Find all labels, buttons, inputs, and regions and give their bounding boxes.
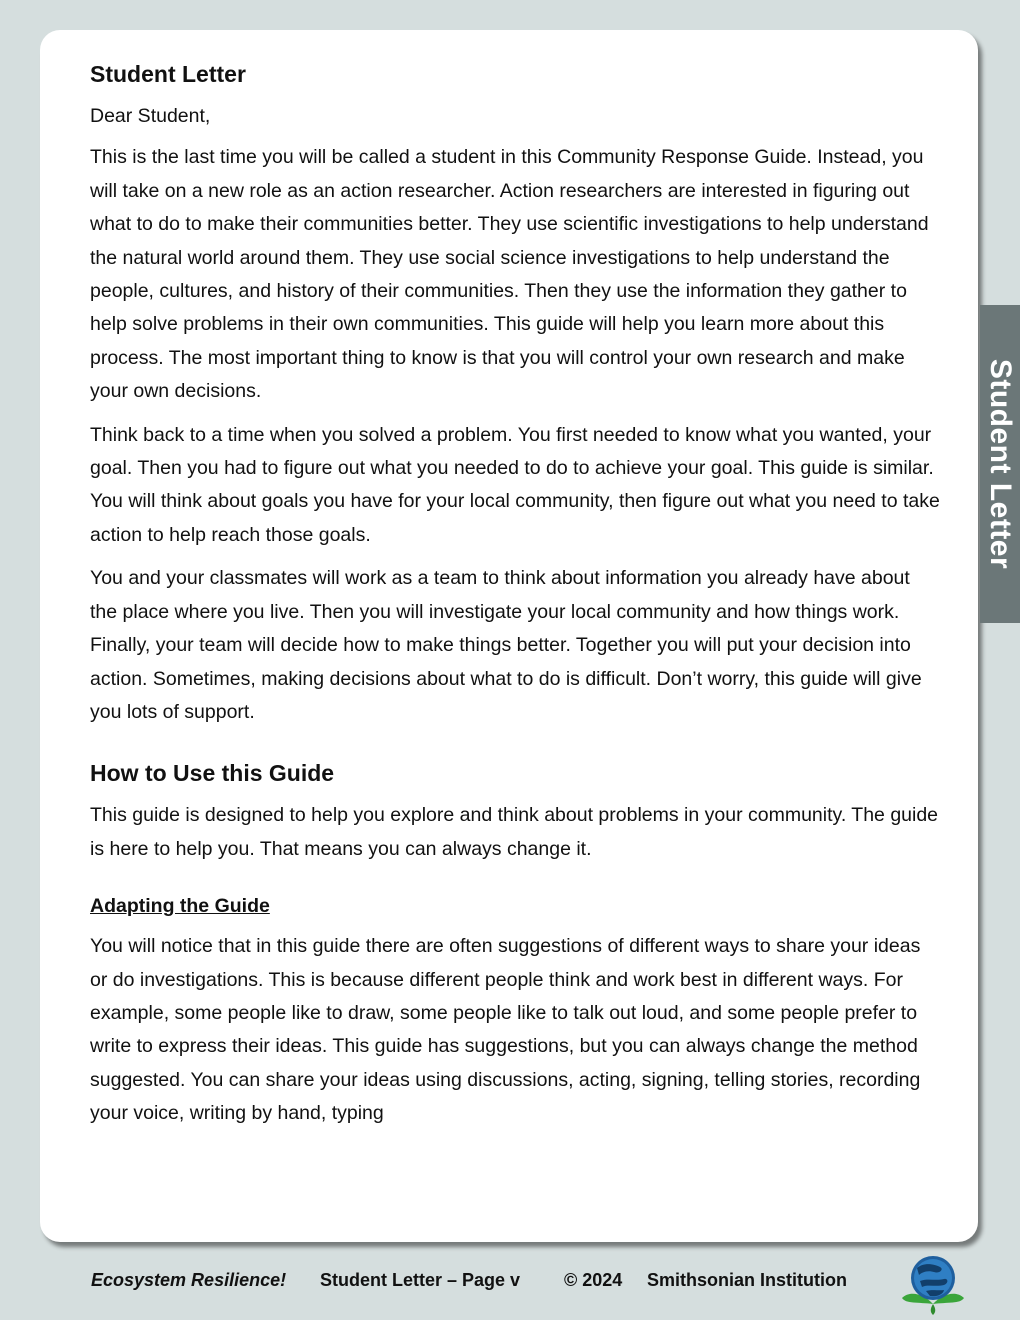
how-to-heading: How to Use this Guide xyxy=(90,760,335,787)
adapting-heading: Adapting the Guide xyxy=(90,895,270,918)
greeting: Dear Student, xyxy=(90,105,211,127)
paragraph-1: This is the last time you will be called a student in this Community Response Guide. Instead, you will take on a new role as an action researcher. Action researchers are interested in figuring out what to do to make their communities better. They use scientific investigations to help understand the natural world around them. They use social science investigations to help understand the people, cultures, and history of their communities. Then they use the information they gather to help solve problems in their own communities. This guide will help you learn more about this process. The most important thing to know is that you will control your own research and make your own decisions. xyxy=(90,146,929,403)
letter-content xyxy=(90,58,940,1141)
earth-leaves-logo-icon xyxy=(900,1254,966,1316)
footer-org: Smithsonian Institution xyxy=(647,1270,847,1290)
side-tab xyxy=(980,305,1020,623)
page-footer xyxy=(0,1268,1020,1298)
footer-page: Student Letter – Page v xyxy=(320,1270,521,1290)
page-title: Student Letter xyxy=(90,61,246,87)
letter-card xyxy=(40,30,978,1242)
paragraph-2: Think back to a time when you solved a problem. You first needed to know what you wanted, your goal. Then you had to figure out what you needed to do to achieve your goal. This guide is similar. You will think about goals you have for your local community, then figure out what you need to take action to help reach those goals. xyxy=(90,423,940,546)
how-to-paragraph: This guide is designed to help you explore and think about problems in your community. The guide is here to help you. That means you can always change it. xyxy=(90,804,939,860)
adapting-paragraph: You will notice that in this guide there are often suggestions of different ways to share your ideas or do investigations. This is because different people think and work best in different ways. For example, some people like to draw, some people like to talk out loud, and some people prefer to write to express their ideas. This guide has suggestions, but you can always change the method suggested. You can share your ideas using discussions, acting, signing, telling stories, recording your voice, writing by hand, typing xyxy=(90,935,921,1125)
footer-copyright: © 2024 xyxy=(564,1270,623,1290)
paragraph-3: You and your classmates will work as a team to think about information you already have about the place where you live. Then you will investigate your local community and how things work. Finally, your team will decide how to make things better. Together you will put your decision into action. Sometimes, making decisions about what to do is difficult. Don’t worry, this guide will give you lots of support. xyxy=(90,567,922,723)
footer-title: Ecosystem Resilience! xyxy=(91,1270,287,1290)
side-tab-label: Student Letter xyxy=(984,358,1017,570)
leaf-stem xyxy=(931,1304,936,1315)
